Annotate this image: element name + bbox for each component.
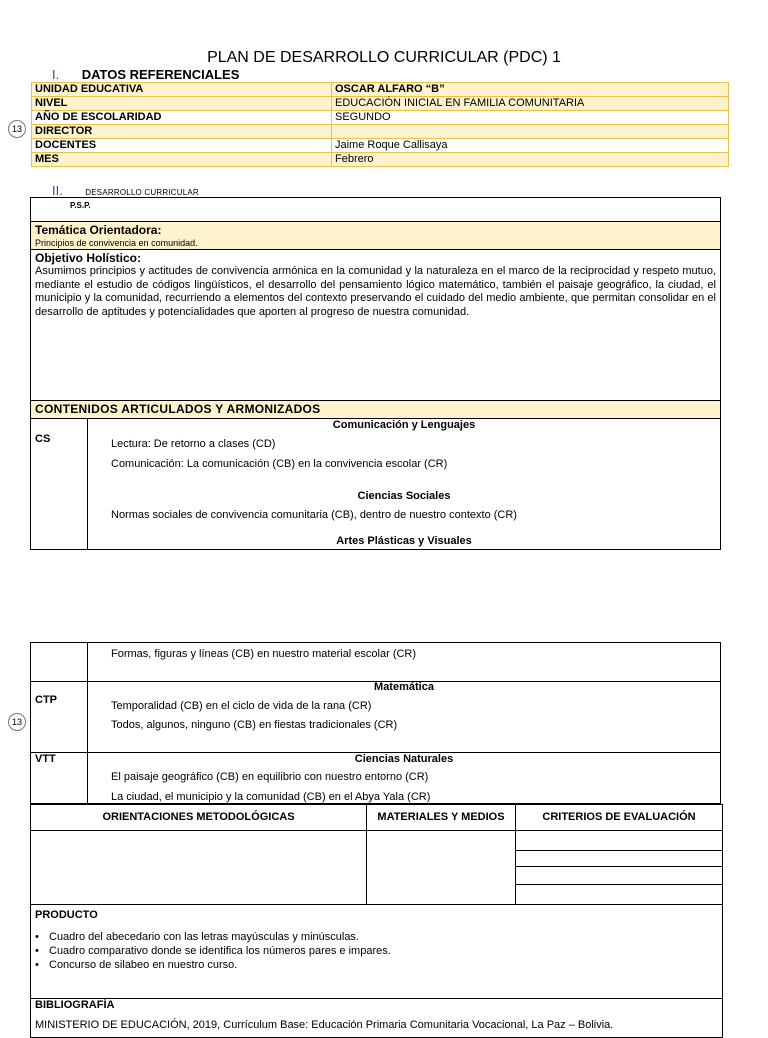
cs-item: Normas sociales de convivencia comunitaria (CB), dentro de nuestro contexto (CR) [111,509,517,521]
cs-item: Comunicación: La comunicación (CB) en la convivencia escolar (CR) [111,458,448,470]
tematica-label: Temática Orientadora: [35,223,162,237]
comment-count-badge[interactable]: 13 [8,713,26,731]
column-divider [87,419,88,549]
ref-value: SEGUNDO [332,111,729,125]
objetivo-label: Objetivo Holístico: [35,251,142,265]
ref-key: DOCENTES [32,139,332,153]
list-item: • Cuadro del abecedario con las letras mayúsculas y minúsculas. [35,930,391,944]
criterios-row-divider [515,850,722,851]
producto-label: PRODUCTO [35,909,98,921]
psp-label: P.S.P. [70,201,91,210]
objetivo-text: Asumimos principios y actitudes de convivencia armónica en la comunidad y la naturaleza en el marco de la reciprocidad y respeto mutuo, mediante el estudio de códigos lingüísticos, el desarrollo del pensamiento lógico matemático, también el paisaje geográfico, la ciudad, el municipio y la comunidad, recurriendo a elementos del contexto preservando el cuidado del medio ambiente, que permitan consolidar en el desarrollo de aptitudes y potencialidades que aporten al progreso de nuestra comunidad. [35,265,716,318]
ref-key: MES [32,153,332,167]
ref-key: NIVEL [32,97,332,111]
column-divider [87,643,88,803]
ctp-code: CTP [35,694,57,706]
vtt-subject: Ciencias Naturales [354,753,454,765]
cs-code: CS [35,433,51,445]
bibliografia-label: BIBLIOGRAFÍA [35,999,115,1011]
psp-box [30,197,721,222]
section-2-label: DESARROLLO CURRICULAR [85,188,199,197]
bibliografia-box [30,998,723,1038]
ref-value: Jaime Roque Callisaya [332,139,729,153]
reference-data-table [31,82,729,167]
table-row [32,111,729,125]
artes-item: Formas, figuras y líneas (CB) en nuestro material escolar (CR) [111,648,417,660]
ref-key: DIRECTOR [32,125,332,139]
vtt-code: VTT [35,753,56,765]
ctp-item: Temporalidad (CB) en el ciclo de vida de la rana (CR) [111,700,372,712]
cs-item: Lectura: De retorno a clases (CD) [111,438,276,450]
cs-subject-1: Comunicación y Lenguajes [332,419,476,431]
table-row [32,153,729,167]
cs-block [30,418,721,550]
table-row [32,125,729,139]
table-row [32,139,729,153]
objetivo-box [30,249,721,401]
ref-key: AÑO DE ESCOLARIDAD [32,111,332,125]
criterios-header: CRITERIOS DE EVALUACIÓN [542,811,696,823]
criterios-row-divider [515,884,722,885]
materiales-header: MATERIALES Y MEDIOS [377,811,505,823]
list-item: • Concurso de silabeo en nuestro curso. [35,958,391,972]
contenidos-header-label: CONTENIDOS ARTICULADOS Y ARMONIZADOS [35,402,321,416]
orientaciones-header: ORIENTACIONES METODOLÓGICAS [102,811,295,823]
table-row [32,83,729,97]
producto-list [35,930,391,972]
row-divider [31,830,722,831]
ref-value [332,125,729,139]
ref-value: Febrero [332,153,729,167]
ref-value: EDUCACIÓN INICIAL EN FAMILIA COMUNITARIA [332,97,729,111]
section-1-number: I. [52,67,60,82]
tematica-box [30,221,721,250]
bibliografia-text: MINISTERIO DE EDUCACIÓN, 2019, Currículum Base: Educación Primaria Comunitaria Vocacional, La Paz – Bolivia. [35,1019,614,1031]
section-1-label: DATOS REFERENCIALES [81,67,240,82]
table-row [32,97,729,111]
list-item: • Cuadro comparativo donde se identifica los números pares e impares. [35,944,391,958]
producto-box [30,904,723,999]
ctp-item: Todos, algunos, ninguno (CB) en fiestas tradicionales (CR) [111,719,398,731]
methodology-table [30,804,723,905]
contenidos-header [30,400,721,419]
vtt-item: El paisaje geográfico (CB) en equilibrio con nuestro entorno (CR) [111,771,429,783]
contenidos-continued [30,642,721,804]
vtt-item: La ciudad, el municipio y la comunidad (CB) en el Abya Yala (CR) [111,791,431,803]
cs-subject-3: Artes Plásticas y Visuales [336,535,472,547]
document-title: PLAN DE DESARROLLO CURRICULAR (PDC) 1 [207,49,561,66]
section-2-number: II. [52,183,63,198]
criterios-row-divider [515,866,722,867]
ref-value: OSCAR ALFARO “B” [332,83,729,97]
tematica-text: Principios de convivencia en comunidad. [35,238,198,248]
comment-count-badge[interactable]: 13 [8,120,26,138]
ref-key: UNIDAD EDUCATIVA [32,83,332,97]
ctp-subject: Matemática [374,681,434,693]
cs-subject-2: Ciencias Sociales [357,490,451,502]
